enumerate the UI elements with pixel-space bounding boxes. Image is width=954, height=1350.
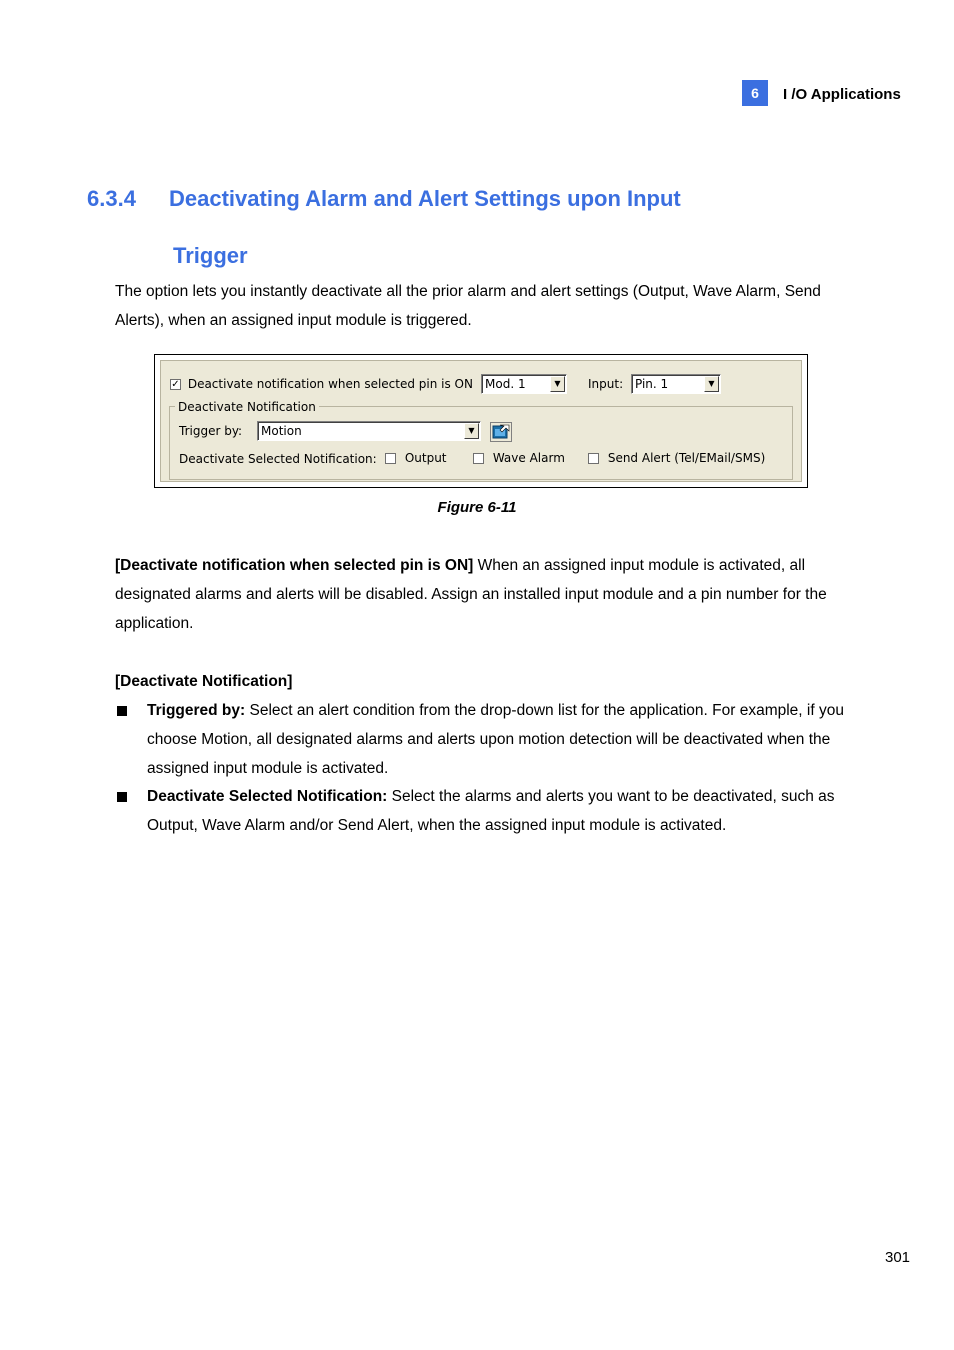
send-alert-checkbox[interactable] bbox=[588, 453, 599, 464]
trigger-select[interactable] bbox=[257, 421, 481, 441]
module-select-value: Mod. 1 bbox=[485, 377, 526, 391]
section-number: 6.3.4 bbox=[87, 186, 136, 211]
wave-alarm-checkbox[interactable] bbox=[473, 453, 484, 464]
deactivate-dialog bbox=[160, 360, 802, 482]
bullet-item-triggered-by bbox=[147, 696, 847, 783]
chapter-title: I /O Applications bbox=[783, 86, 901, 103]
figure-frame bbox=[154, 354, 808, 488]
section-heading bbox=[87, 170, 807, 284]
intro-paragraph: The option lets you instantly deactivate all the prior alarm and alert settings (Output, Wave Alarm, Send Alerts), when an assigned input module is triggered. bbox=[115, 283, 821, 329]
input-pin-select-value: Pin. 1 bbox=[635, 377, 669, 391]
bullet-square-icon bbox=[117, 792, 127, 802]
send-alert-option[interactable] bbox=[588, 451, 765, 465]
output-option-label: Output bbox=[404, 451, 447, 465]
bullet-term: Triggered by: bbox=[147, 702, 246, 719]
deactivate-notification-group bbox=[169, 406, 793, 480]
bullet-square-icon bbox=[117, 706, 127, 716]
bullet-item-deactivate-selected bbox=[147, 782, 847, 840]
output-option[interactable] bbox=[385, 451, 447, 465]
input-pin-select[interactable] bbox=[631, 374, 721, 394]
chevron-down-icon[interactable]: ▼ bbox=[464, 423, 479, 439]
chevron-down-icon[interactable]: ▼ bbox=[704, 376, 719, 392]
deactivate-checkbox-label: Deactivate notification when selected pin is ON bbox=[187, 377, 473, 391]
bullet-text: Select an alert condition from the drop-down list for the application. For example, if you choose Motion, all designated alarms and alerts upon motion detection will be deactivated when the assigned input module is activated. bbox=[147, 702, 844, 777]
group-label: Deactivate Notification bbox=[175, 400, 319, 414]
module-select[interactable] bbox=[481, 374, 567, 394]
deactivate-checkbox[interactable]: ✓ bbox=[171, 379, 180, 390]
deactivate-checkbox-row[interactable] bbox=[170, 377, 473, 391]
description-deactivate-pin-text: When an assigned input module is activated, all designated alarms and alerts will be disabled. Assign an installed input module and a pin number for the application. bbox=[115, 557, 827, 632]
bullet-term: Deactivate Selected Notification: bbox=[147, 788, 388, 805]
term-deactivate-pin: [Deactivate notification when selected pin is ON] bbox=[115, 557, 474, 574]
trigger-select-value: Motion bbox=[261, 424, 302, 438]
trigger-label: Trigger by: bbox=[179, 424, 243, 438]
figure-caption: Figure 6-11 bbox=[437, 499, 517, 516]
page-number: 301 bbox=[885, 1249, 911, 1266]
description-deactivate-pin bbox=[115, 551, 843, 638]
selected-notification-label: Deactivate Selected Notification: bbox=[179, 452, 377, 466]
bullet-text: Select the alarms and alerts you want to be deactivated, such as Output, Wave Alarm and/or Send Alert, when the assigned input module is activated. bbox=[147, 788, 835, 834]
chapter-number-badge: 6 bbox=[742, 80, 768, 106]
output-checkbox[interactable] bbox=[385, 453, 396, 464]
chevron-down-icon[interactable]: ▼ bbox=[550, 376, 565, 392]
input-label: Input: bbox=[588, 377, 624, 391]
send-alert-option-label: Send Alert (Tel/EMail/SMS) bbox=[607, 451, 766, 465]
section-title-line1: Deactivating Alarm and Alert Settings upon Input bbox=[169, 186, 681, 211]
deactivate-notification-heading: [Deactivate Notification] bbox=[115, 673, 293, 690]
wave-alarm-option-label: Wave Alarm bbox=[492, 451, 565, 465]
section-title-line2: Trigger bbox=[173, 243, 248, 268]
edit-trigger-icon[interactable] bbox=[490, 422, 512, 442]
wave-alarm-option[interactable] bbox=[473, 451, 565, 465]
